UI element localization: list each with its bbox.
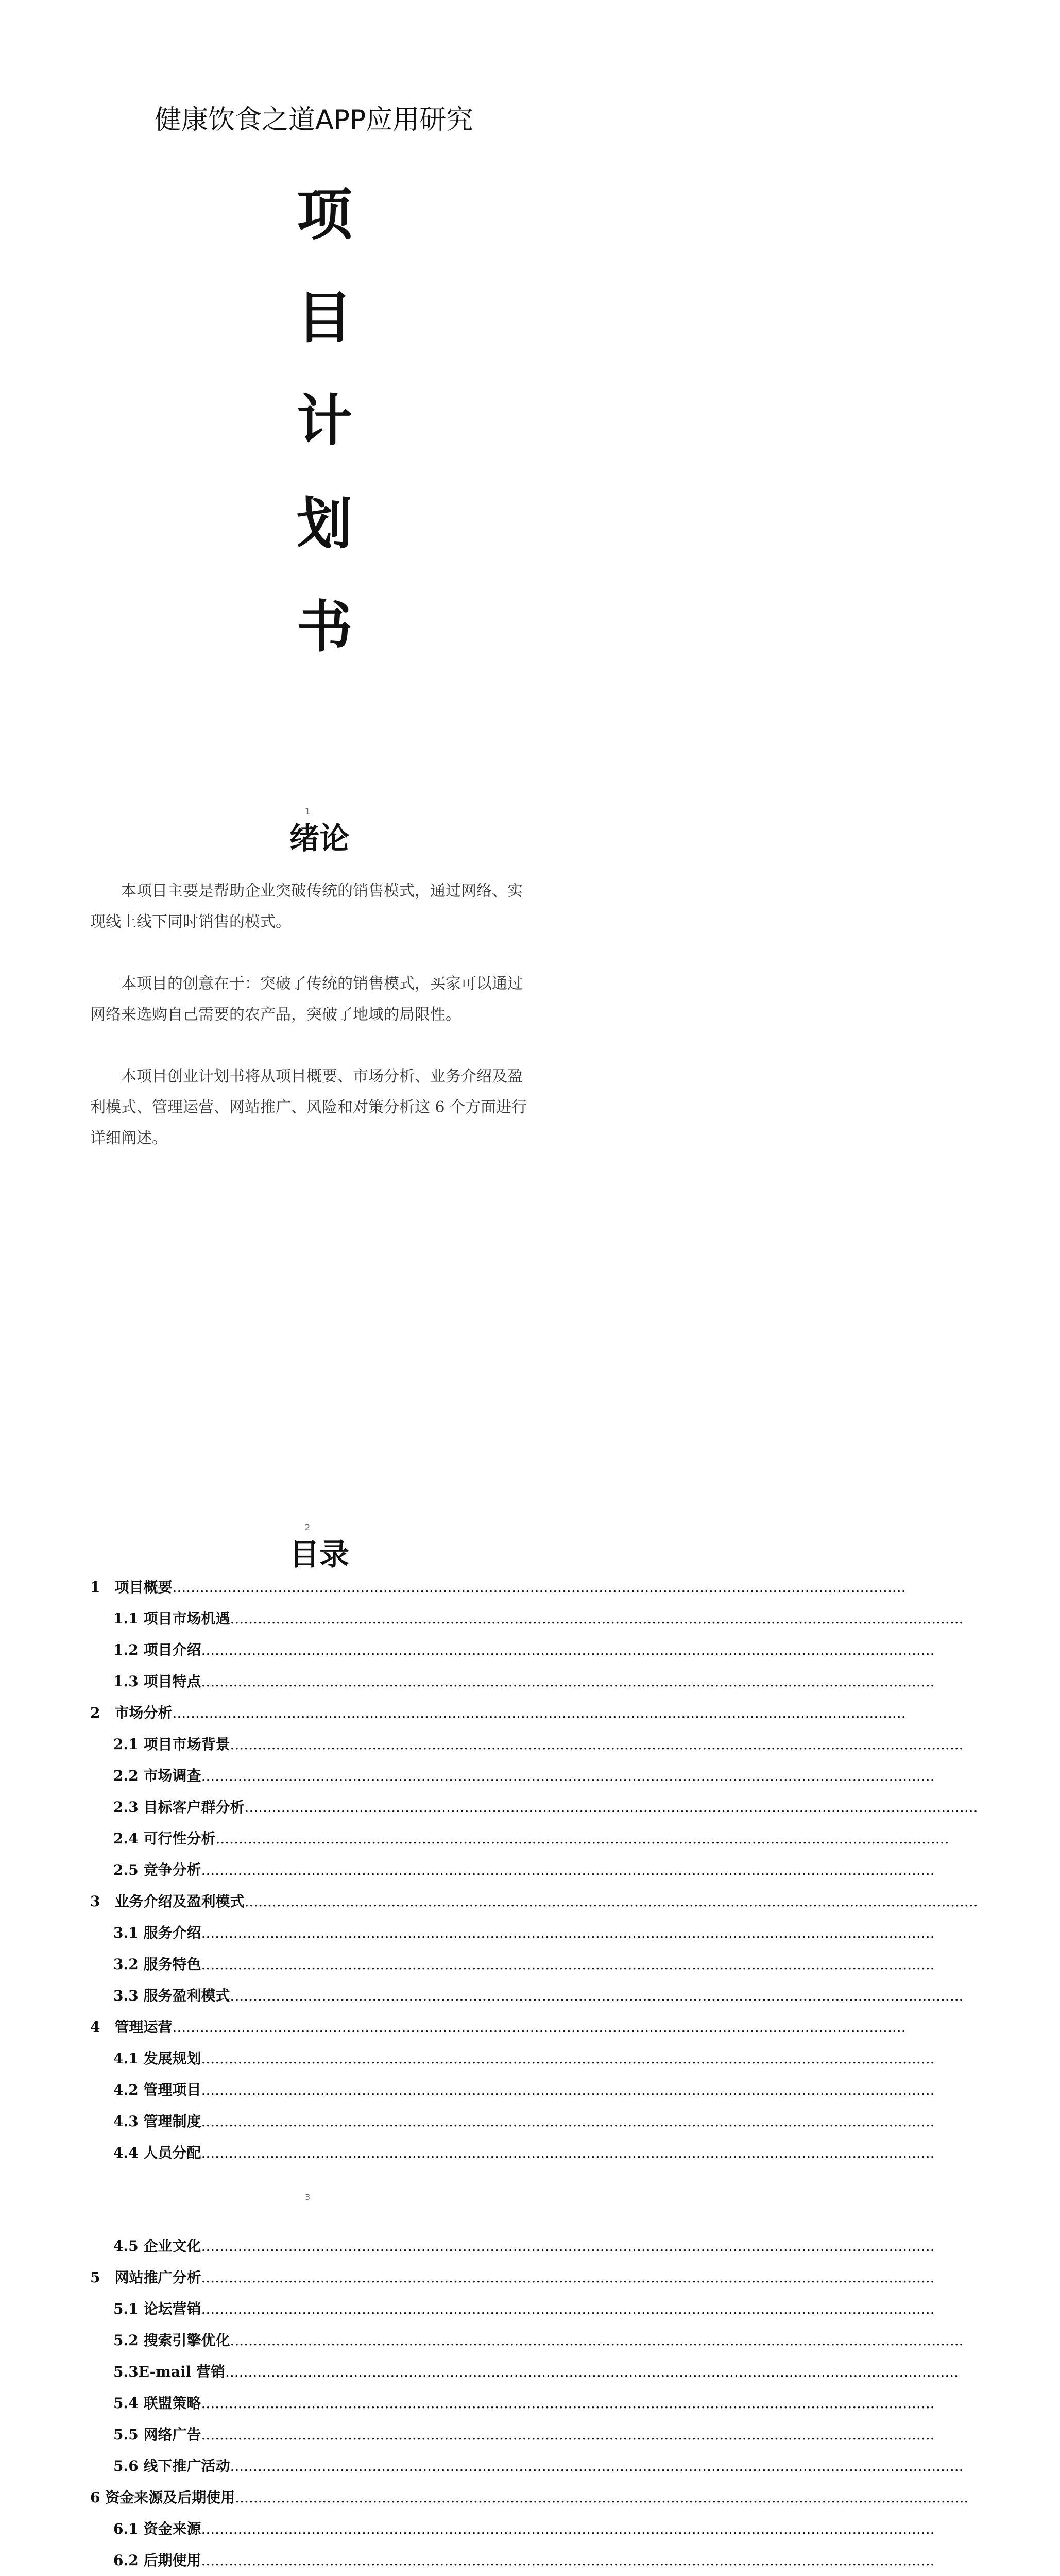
toc-entry-label: 5.1 论坛营销	[113, 2300, 201, 2317]
toc-entry[interactable]	[90, 1854, 935, 1886]
toc-entry[interactable]	[90, 1886, 978, 1917]
toc-leader-dots: ................................................................................................................................................................	[230, 1736, 964, 1753]
toc-entry-label: 2.2 市场调查	[113, 1767, 201, 1784]
cover-title-char-5: 书	[296, 595, 352, 659]
toc-leader-dots: ................................................................................................................................................................	[201, 2050, 935, 2067]
toc-leader-dots: ................................................................................................................................................................	[201, 1861, 935, 1878]
toc-leader-dots: ................................................................................................................................................................	[215, 1830, 949, 1847]
toc-leader-dots: ................................................................................................................................................................	[201, 2269, 935, 2286]
intro-paragraph: 本项目的创意在于：突破了传统的销售模式，买家可以通过网络来选购自己需要的农产品，突破了地域的局限性。	[90, 975, 523, 1024]
toc-entry[interactable]	[90, 1980, 964, 2011]
toc-leader-dots: ................................................................................................................................................................	[244, 1799, 978, 1816]
toc-entry[interactable]	[90, 2356, 959, 2387]
toc-entry-label: 1.1 项目市场机遇	[113, 1610, 230, 1627]
page-number: 2	[305, 1522, 311, 1532]
toc-entry[interactable]	[90, 2419, 935, 2450]
table-of-contents	[90, 1571, 978, 2576]
toc-leader-dots: ................................................................................................................................................................	[201, 1673, 935, 1690]
toc-leader-dots: ................................................................................................................................................................	[201, 2395, 935, 2412]
toc-entry-label: 4.3 管理制度	[113, 2113, 201, 2130]
toc-entry-label: 5.6 线下推广活动	[113, 2458, 230, 2475]
toc-leader-dots: ................................................................................................................................................................	[235, 2489, 969, 2506]
toc-entry[interactable]	[90, 2293, 935, 2325]
cover-title-char-1: 项	[296, 182, 352, 247]
project-subject-title: 健康饮食之道APP应用研究	[155, 105, 473, 135]
toc-leader-dots: ................................................................................................................................................................	[201, 1956, 935, 1973]
toc-entry[interactable]	[90, 2230, 935, 2262]
toc-leader-dots: ................................................................................................................................................................	[201, 1641, 935, 1658]
toc-entry[interactable]	[90, 2482, 969, 2513]
cover-title-char-4: 划	[296, 492, 352, 556]
toc-entry-label: 5.4 联盟策略	[113, 2395, 201, 2412]
toc-entry[interactable]	[90, 1728, 964, 1760]
toc-entry-label: 3.1 服务介绍	[113, 1924, 201, 1941]
toc-leader-dots: ................................................................................................................................................................	[230, 2332, 964, 2349]
toc-leader-dots: ................................................................................................................................................................	[172, 1704, 906, 1721]
toc-entry[interactable]	[90, 2513, 935, 2545]
toc-entry[interactable]	[90, 2074, 935, 2106]
toc-leader-dots: ................................................................................................................................................................	[201, 1767, 935, 1784]
toc-entry-label: 2 市场分析	[90, 1704, 173, 1721]
toc-entry[interactable]	[90, 2387, 935, 2419]
toc-entry[interactable]	[90, 1948, 935, 1980]
toc-leader-dots: ................................................................................................................................................................	[201, 2520, 935, 2537]
toc-entry-label: 3 业务介绍及盈利模式	[90, 1893, 245, 1910]
toc-entry[interactable]	[90, 2325, 964, 2356]
toc-entry-label: 2.3 目标客户群分析	[113, 1799, 245, 1816]
intro-paragraph: 本项目创业计划书将从项目概要、市场分析、业务介绍及盈利模式、管理运营、网站推广、风险和对策分析这 6 个方面进行详细阐述。	[90, 1067, 527, 1147]
toc-entry[interactable]	[90, 2545, 935, 2576]
toc-entry[interactable]	[90, 1823, 949, 1854]
toc-entry[interactable]	[90, 1666, 935, 1697]
cover-title-char-2: 目	[296, 285, 352, 350]
intro-paragraph: 本项目主要是帮助企业突破传统的销售模式，通过网络、实现线上线下同时销售的模式。	[90, 882, 523, 931]
intro-title: 绪论	[289, 821, 349, 856]
toc-leader-dots: ................................................................................................................................................................	[201, 2300, 935, 2317]
toc-entry[interactable]	[90, 1571, 906, 1603]
toc-entry-label: 1.2 项目介绍	[113, 1641, 201, 1658]
toc-entry[interactable]	[90, 1697, 906, 1728]
page-number: 1	[305, 806, 311, 816]
toc-leader-dots: ................................................................................................................................................................	[230, 1610, 964, 1627]
toc-entry-label: 5 网站推广分析	[90, 2269, 201, 2286]
toc-entry-label: 4.5 企业文化	[113, 2238, 201, 2255]
toc-leader-dots: ................................................................................................................................................................	[201, 2426, 935, 2443]
toc-entry[interactable]	[90, 2106, 935, 2137]
toc-leader-dots: ................................................................................................................................................................	[230, 1987, 964, 2004]
toc-leader-dots: ................................................................................................................................................................	[201, 1924, 935, 1941]
toc-entry-label: 3.2 服务特色	[113, 1956, 201, 1973]
toc-entry-label: 6.2 后期使用	[113, 2552, 201, 2569]
toc-leader-dots: ................................................................................................................................................................	[225, 2363, 959, 2380]
toc-leader-dots: ................................................................................................................................................................	[201, 2081, 935, 2098]
toc-entry-label: 2.1 项目市场背景	[113, 1736, 230, 1753]
toc-entry[interactable]	[90, 2450, 964, 2482]
cover-title-char-3: 计	[296, 388, 352, 453]
toc-entry[interactable]	[90, 2011, 906, 2043]
toc-title: 目录	[289, 1537, 349, 1572]
toc-entry-label: 1 项目概要	[90, 1579, 173, 1596]
toc-entry[interactable]	[90, 1791, 978, 1823]
toc-entry[interactable]	[90, 1634, 935, 1666]
toc-entry-label: 4.1 发展规划	[113, 2050, 201, 2067]
toc-entry-label: 2.4 可行性分析	[113, 1830, 216, 1847]
toc-entry[interactable]	[90, 1917, 935, 1948]
toc-entry-label: 6.1 资金来源	[113, 2520, 201, 2537]
toc-entry[interactable]	[90, 1603, 964, 1634]
toc-entry[interactable]	[90, 2043, 935, 2074]
toc-leader-dots: ................................................................................................................................................................	[201, 2144, 935, 2161]
toc-entry[interactable]	[90, 1760, 935, 1791]
toc-leader-dots: ................................................................................................................................................................	[201, 2238, 935, 2255]
toc-entry-label: 5.5 网络广告	[113, 2426, 201, 2443]
toc-leader-dots: ................................................................................................................................................................	[244, 1893, 978, 1910]
toc-leader-dots: ................................................................................................................................................................	[230, 2458, 964, 2475]
toc-entry-label: 2.5 竞争分析	[113, 1861, 201, 1878]
toc-leader-dots: ................................................................................................................................................................	[201, 2552, 935, 2569]
toc-leader-dots: ................................................................................................................................................................	[172, 1579, 906, 1596]
page-number: 3	[305, 2192, 311, 2202]
toc-entry-label: 4.2 管理项目	[113, 2081, 201, 2098]
toc-entry-label: 4 管理运营	[90, 2019, 173, 2036]
toc-leader-dots: ................................................................................................................................................................	[172, 2019, 906, 2036]
toc-entry-label: 5.3E-mail 营销	[113, 2363, 225, 2380]
toc-entry-label: 5.2 搜索引擎优化	[113, 2332, 230, 2349]
toc-entry-label: 1.3 项目特点	[113, 1673, 201, 1690]
toc-leader-dots: ................................................................................................................................................................	[201, 2113, 935, 2130]
toc-entry-label: 3.3 服务盈利模式	[113, 1987, 230, 2004]
toc-entry-label: 4.4 人员分配	[113, 2144, 201, 2161]
toc-entry-label: 6 资金来源及后期使用	[90, 2489, 235, 2506]
toc-entry[interactable]	[90, 2262, 935, 2293]
toc-entry[interactable]	[90, 2137, 935, 2168]
